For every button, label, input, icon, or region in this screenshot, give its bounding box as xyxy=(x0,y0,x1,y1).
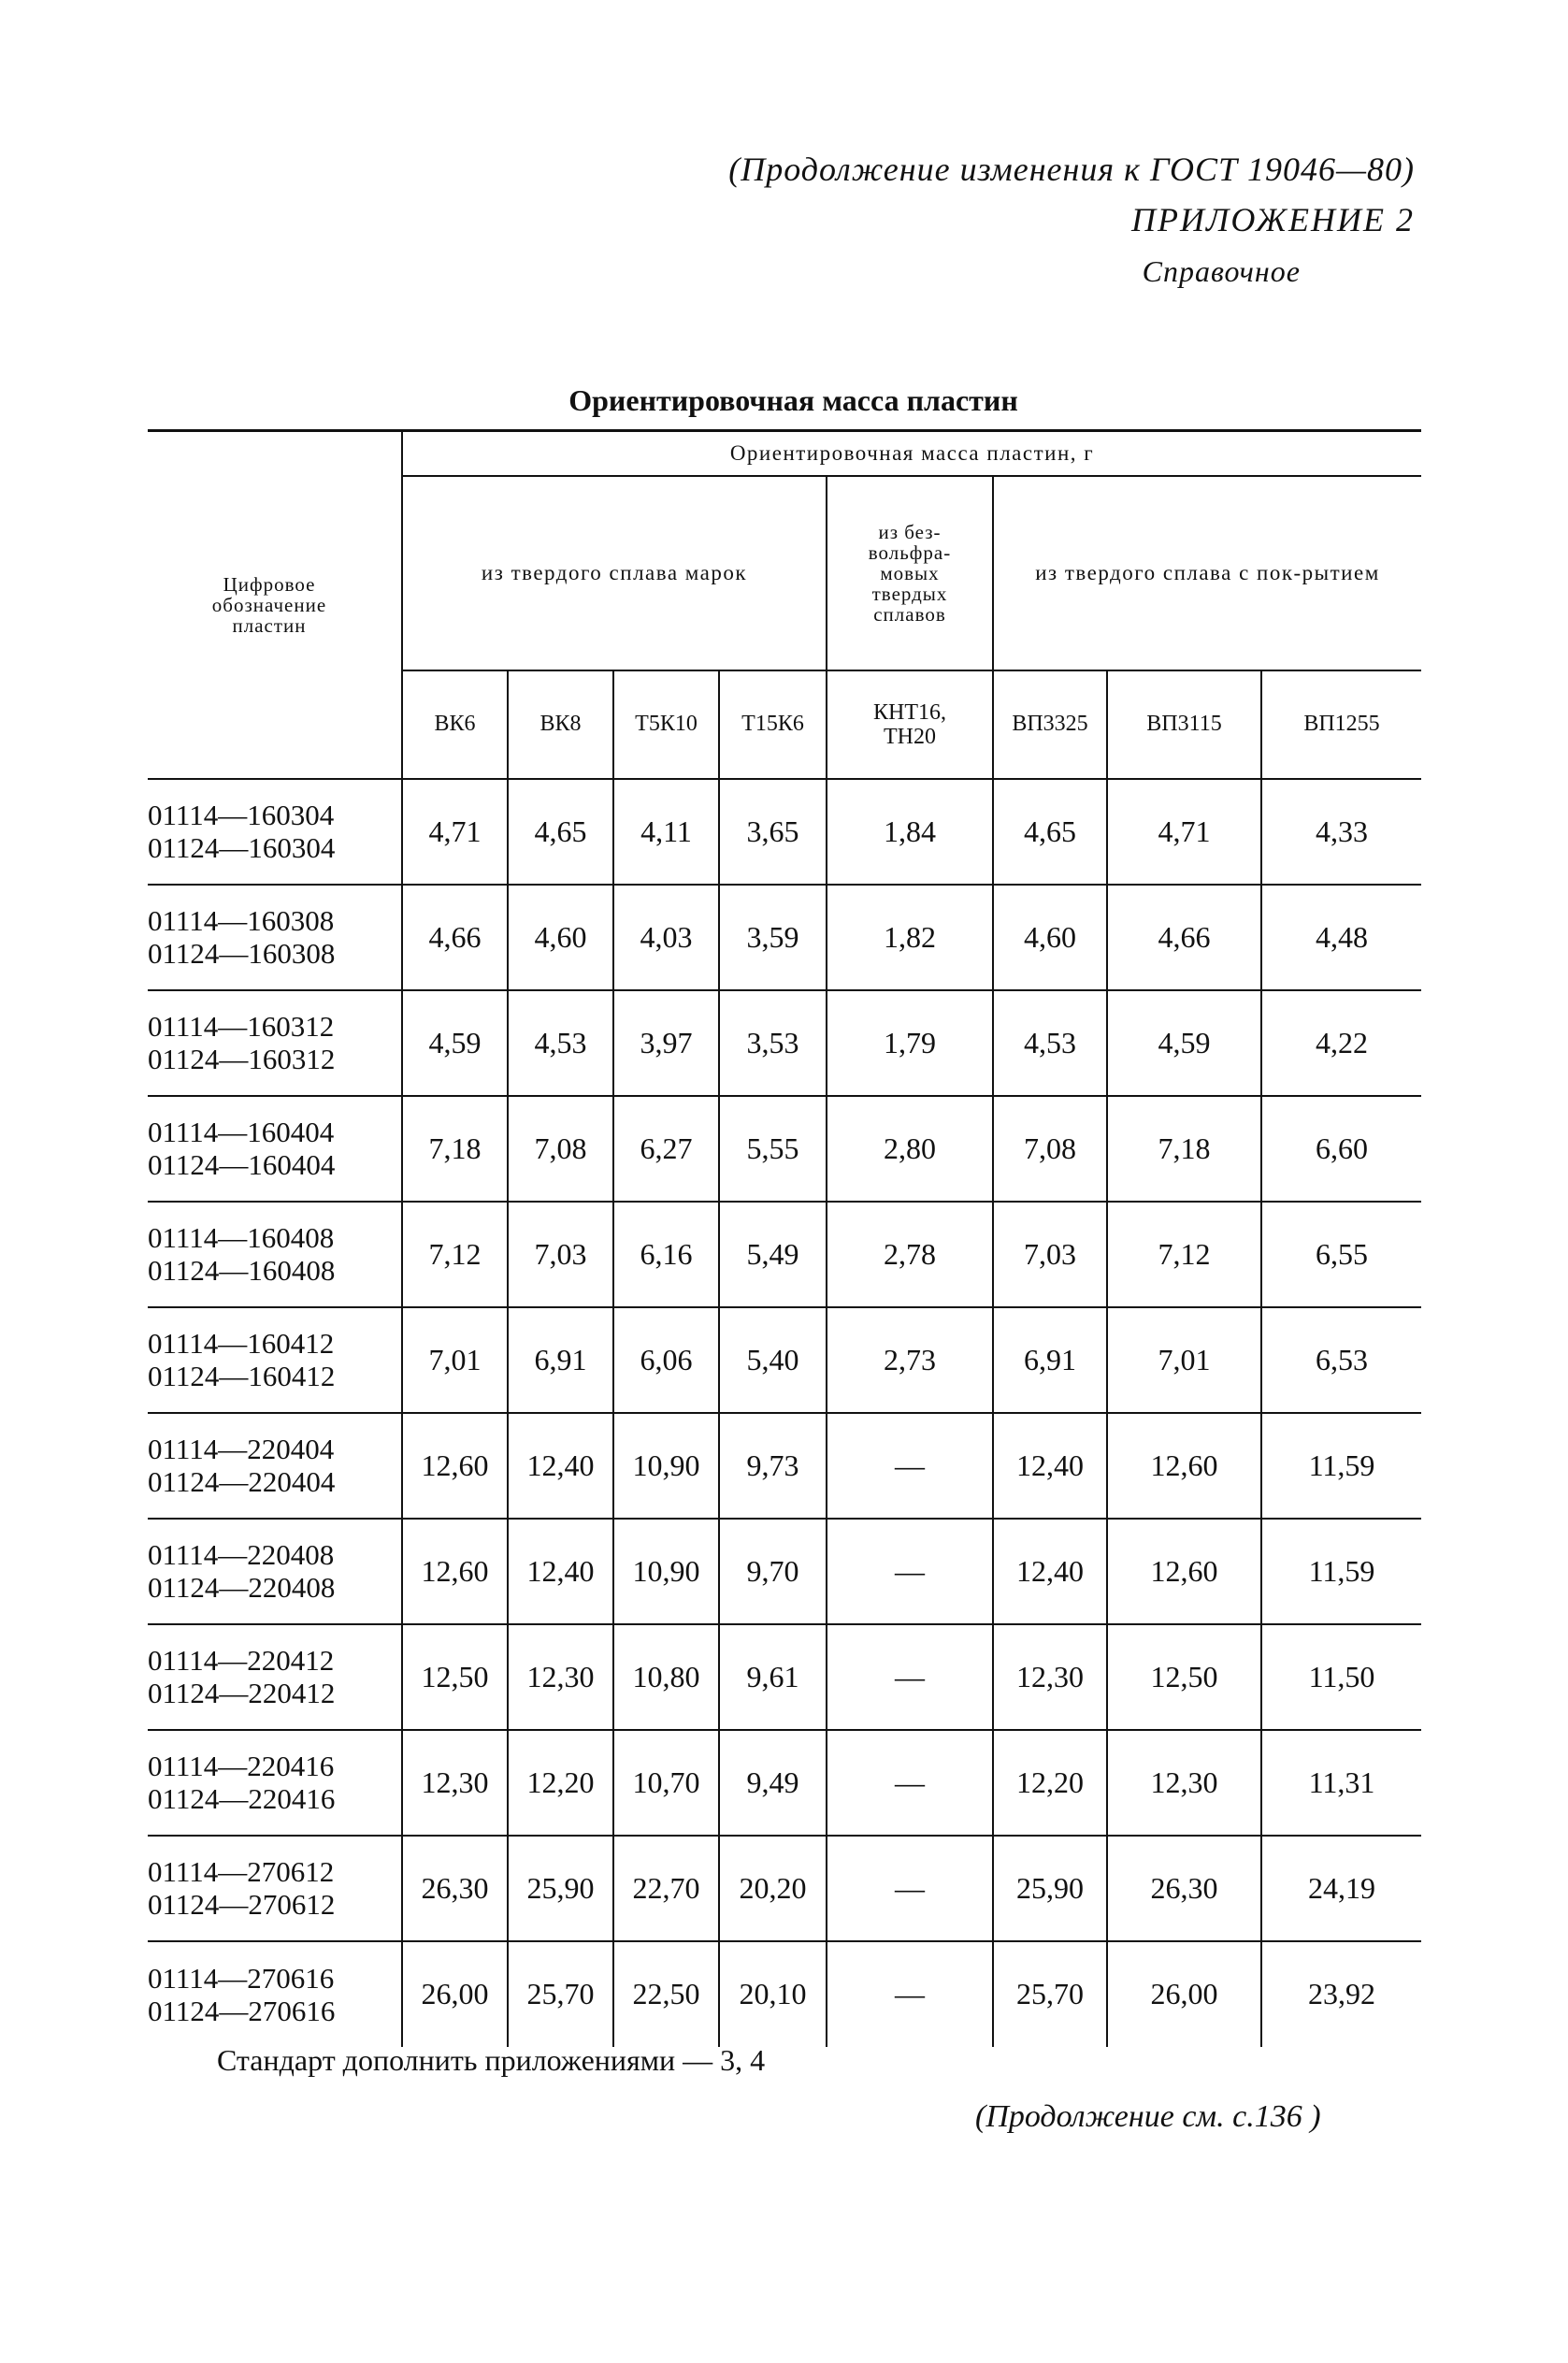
mass-value: 4,53 xyxy=(993,990,1107,1096)
mass-value: 26,30 xyxy=(402,1836,508,1941)
plate-code: 01114—220404 xyxy=(148,1433,335,1465)
table-row xyxy=(148,1519,1421,1624)
mass-value: 9,49 xyxy=(719,1730,827,1836)
mass-value: 2,73 xyxy=(827,1307,993,1413)
plate-code: 01114—220412 xyxy=(148,1644,335,1677)
footnote: Стандарт дополнить приложениями — 3, 4 xyxy=(217,2043,766,2077)
table-row xyxy=(148,1096,1421,1202)
mass-value: 2,78 xyxy=(827,1202,993,1307)
mass-value: 1,84 xyxy=(827,779,993,885)
plate-code: 01114—160404 xyxy=(148,1116,335,1148)
plate-code-cell xyxy=(148,1413,402,1519)
mass-value: 7,12 xyxy=(1107,1202,1261,1307)
mass-value: 4,11 xyxy=(613,779,719,885)
plate-code: 01124—160408 xyxy=(148,1254,336,1287)
group-header-coated-label: из твердого сплава с пок-рытием xyxy=(1035,560,1380,584)
table-title: Ориентировочная масса пластин xyxy=(568,383,1018,417)
plate-code-cell xyxy=(148,1624,402,1730)
plate-code: 01124—160312 xyxy=(148,1043,336,1075)
mass-value: 4,60 xyxy=(508,885,613,990)
mass-value: 6,91 xyxy=(508,1307,613,1413)
plate-code-cell xyxy=(148,779,402,885)
mass-value: 6,55 xyxy=(1261,1202,1421,1307)
mass-value: 12,30 xyxy=(402,1730,508,1836)
plate-code: 01114—270612 xyxy=(148,1855,335,1888)
mass-value: 7,18 xyxy=(1107,1096,1261,1202)
mass-value: 22,70 xyxy=(613,1836,719,1941)
mass-value: 25,90 xyxy=(993,1836,1107,1941)
mass-value: 24,19 xyxy=(1261,1836,1421,1941)
mass-value: 6,27 xyxy=(613,1096,719,1202)
mass-value: 25,90 xyxy=(508,1836,613,1941)
table-row xyxy=(148,1307,1421,1413)
mass-value: 26,00 xyxy=(402,1941,508,2047)
mass-value: 12,60 xyxy=(402,1519,508,1624)
mass-value: 20,10 xyxy=(719,1941,827,2047)
grade-header-vk6: ВК6 xyxy=(402,670,508,779)
mass-value: 11,59 xyxy=(1261,1519,1421,1624)
mass-value: 3,97 xyxy=(613,990,719,1096)
mass-value: 12,40 xyxy=(993,1413,1107,1519)
mass-value: 4,71 xyxy=(1107,779,1261,885)
group-header-coated xyxy=(993,476,1421,670)
plate-code: 01124—160412 xyxy=(148,1360,336,1392)
column-header-mass: Ориентировочная масса пластин, г xyxy=(402,431,1421,476)
group-header-tungsten-free xyxy=(827,476,993,670)
mass-value: 4,03 xyxy=(613,885,719,990)
mass-value: 7,18 xyxy=(402,1096,508,1202)
plate-code: 01124—220412 xyxy=(148,1677,336,1709)
mass-value: 1,82 xyxy=(827,885,993,990)
plate-code: 01114—160408 xyxy=(148,1221,335,1254)
mass-value: 25,70 xyxy=(993,1941,1107,2047)
mass-value: 6,60 xyxy=(1261,1096,1421,1202)
mass-value: 5,55 xyxy=(719,1096,827,1202)
mass-value: 26,00 xyxy=(1107,1941,1261,2047)
mass-value: 12,30 xyxy=(508,1624,613,1730)
plate-code: 01114—220408 xyxy=(148,1538,335,1571)
document-continuation-header: (Продолжение изменения к ГОСТ 19046—80) xyxy=(728,151,1415,188)
mass-value: — xyxy=(827,1519,993,1624)
mass-value: 4,22 xyxy=(1261,990,1421,1096)
plate-code: 01124—220404 xyxy=(148,1465,336,1498)
plate-code: 01114—160412 xyxy=(148,1327,335,1360)
mass-value: 9,73 xyxy=(719,1413,827,1519)
mass-value: 12,60 xyxy=(402,1413,508,1519)
mass-value: 12,60 xyxy=(1107,1413,1261,1519)
mass-value: 6,06 xyxy=(613,1307,719,1413)
mass-value: 12,50 xyxy=(1107,1624,1261,1730)
grade-header-t15k6: Т15К6 xyxy=(719,670,827,779)
table-row xyxy=(148,1836,1421,1941)
mass-value: 7,03 xyxy=(508,1202,613,1307)
continuation-note: (Продолжение см. с.136 ) xyxy=(975,2099,1321,2134)
plate-code: 01124—220416 xyxy=(148,1782,336,1815)
mass-value: 10,90 xyxy=(613,1519,719,1624)
grade-header-vp3115: ВП3115 xyxy=(1107,670,1261,779)
plate-code-cell xyxy=(148,1730,402,1836)
mass-value: — xyxy=(827,1624,993,1730)
appendix-status: Справочное xyxy=(1142,254,1301,288)
mass-value: 5,40 xyxy=(719,1307,827,1413)
column-header-code-label: Цифровое обозначение пластин xyxy=(211,572,327,637)
table-row xyxy=(148,1941,1421,2047)
mass-value: 4,71 xyxy=(402,779,508,885)
mass-value: 12,20 xyxy=(508,1730,613,1836)
mass-value: 7,08 xyxy=(993,1096,1107,1202)
table-row xyxy=(148,885,1421,990)
table-row xyxy=(148,1413,1421,1519)
mass-value: 4,59 xyxy=(402,990,508,1096)
plate-code: 01114—160304 xyxy=(148,799,335,831)
mass-value: — xyxy=(827,1413,993,1519)
mass-value: 3,65 xyxy=(719,779,827,885)
plate-code: 01124—160304 xyxy=(148,831,336,864)
plate-mass-table xyxy=(148,429,1421,2047)
mass-value: 4,48 xyxy=(1261,885,1421,990)
grade-header-vp1255: ВП1255 xyxy=(1261,670,1421,779)
mass-value: 4,33 xyxy=(1261,779,1421,885)
table-row xyxy=(148,990,1421,1096)
table-row xyxy=(148,1202,1421,1307)
plate-code-cell xyxy=(148,1941,402,2047)
mass-value: 22,50 xyxy=(613,1941,719,2047)
plate-code-cell xyxy=(148,885,402,990)
mass-value: 6,16 xyxy=(613,1202,719,1307)
mass-value: 1,79 xyxy=(827,990,993,1096)
mass-value: 11,31 xyxy=(1261,1730,1421,1836)
mass-value: — xyxy=(827,1941,993,2047)
mass-value: 12,60 xyxy=(1107,1519,1261,1624)
plate-code-cell xyxy=(148,1202,402,1307)
plate-code-cell xyxy=(148,1096,402,1202)
plate-code: 01124—160308 xyxy=(148,937,336,970)
table-row xyxy=(148,1730,1421,1836)
plate-code-cell xyxy=(148,990,402,1096)
plate-code: 01114—160312 xyxy=(148,1010,335,1043)
mass-value: 4,65 xyxy=(508,779,613,885)
mass-value: 4,53 xyxy=(508,990,613,1096)
plate-code: 01114—160308 xyxy=(148,904,335,937)
mass-value: 26,30 xyxy=(1107,1836,1261,1941)
mass-value: 5,49 xyxy=(719,1202,827,1307)
mass-value: 3,59 xyxy=(719,885,827,990)
grade-header-vk8: ВК8 xyxy=(508,670,613,779)
mass-value: 3,53 xyxy=(719,990,827,1096)
mass-value: 20,20 xyxy=(719,1836,827,1941)
mass-value: 7,01 xyxy=(402,1307,508,1413)
mass-value: 7,12 xyxy=(402,1202,508,1307)
mass-value: 4,60 xyxy=(993,885,1107,990)
mass-value: 25,70 xyxy=(508,1941,613,2047)
mass-value: 6,53 xyxy=(1261,1307,1421,1413)
mass-value: 11,50 xyxy=(1261,1624,1421,1730)
mass-value: 12,20 xyxy=(993,1730,1107,1836)
mass-value: 6,91 xyxy=(993,1307,1107,1413)
mass-value: 9,61 xyxy=(719,1624,827,1730)
plate-code-cell xyxy=(148,1307,402,1413)
plate-code: 01124—220408 xyxy=(148,1571,336,1604)
mass-value: 12,40 xyxy=(508,1519,613,1624)
grade-header-vp3325: ВП3325 xyxy=(993,670,1107,779)
mass-value: 2,80 xyxy=(827,1096,993,1202)
mass-value: 4,66 xyxy=(1107,885,1261,990)
grade-header-knt16-tn20 xyxy=(827,670,993,779)
mass-value: — xyxy=(827,1730,993,1836)
mass-value: 10,70 xyxy=(613,1730,719,1836)
plate-code-cell xyxy=(148,1836,402,1941)
mass-value: 12,30 xyxy=(1107,1730,1261,1836)
plate-code: 01114—270616 xyxy=(148,1961,335,1995)
table-row xyxy=(148,1624,1421,1730)
mass-value: 4,59 xyxy=(1107,990,1261,1096)
group-header-hard-alloy: из твердого сплава марок xyxy=(402,476,827,670)
grade-header-t5k10: Т5К10 xyxy=(613,670,719,779)
column-header-code xyxy=(148,431,402,779)
mass-value: 9,70 xyxy=(719,1519,827,1624)
plate-code: 01124—270612 xyxy=(148,1888,336,1921)
mass-value: 12,40 xyxy=(508,1413,613,1519)
mass-value: 23,92 xyxy=(1261,1941,1421,2047)
mass-value: 12,40 xyxy=(993,1519,1107,1624)
mass-value: 4,66 xyxy=(402,885,508,990)
plate-code: 01124—160404 xyxy=(148,1148,336,1181)
group-header-tungsten-free-label: из без-вольфра-мовых твердых сплавов xyxy=(868,520,952,626)
grade-header-knt16-tn20-label: КНТ16, ТН20 xyxy=(873,699,946,749)
plate-code-cell xyxy=(148,1519,402,1624)
plate-code: 01114—220416 xyxy=(148,1750,335,1782)
mass-value: 7,08 xyxy=(508,1096,613,1202)
plate-code: 01124—270616 xyxy=(148,1994,336,2027)
mass-value: 7,03 xyxy=(993,1202,1107,1307)
mass-value: 11,59 xyxy=(1261,1413,1421,1519)
table-row xyxy=(148,779,1421,885)
appendix-title: ПРИЛОЖЕНИЕ 2 xyxy=(1131,201,1415,238)
mass-value: 10,90 xyxy=(613,1413,719,1519)
mass-value: 12,30 xyxy=(993,1624,1107,1730)
mass-value: 4,65 xyxy=(993,779,1107,885)
mass-value: 7,01 xyxy=(1107,1307,1261,1413)
mass-value: — xyxy=(827,1836,993,1941)
mass-value: 10,80 xyxy=(613,1624,719,1730)
mass-value: 12,50 xyxy=(402,1624,508,1730)
